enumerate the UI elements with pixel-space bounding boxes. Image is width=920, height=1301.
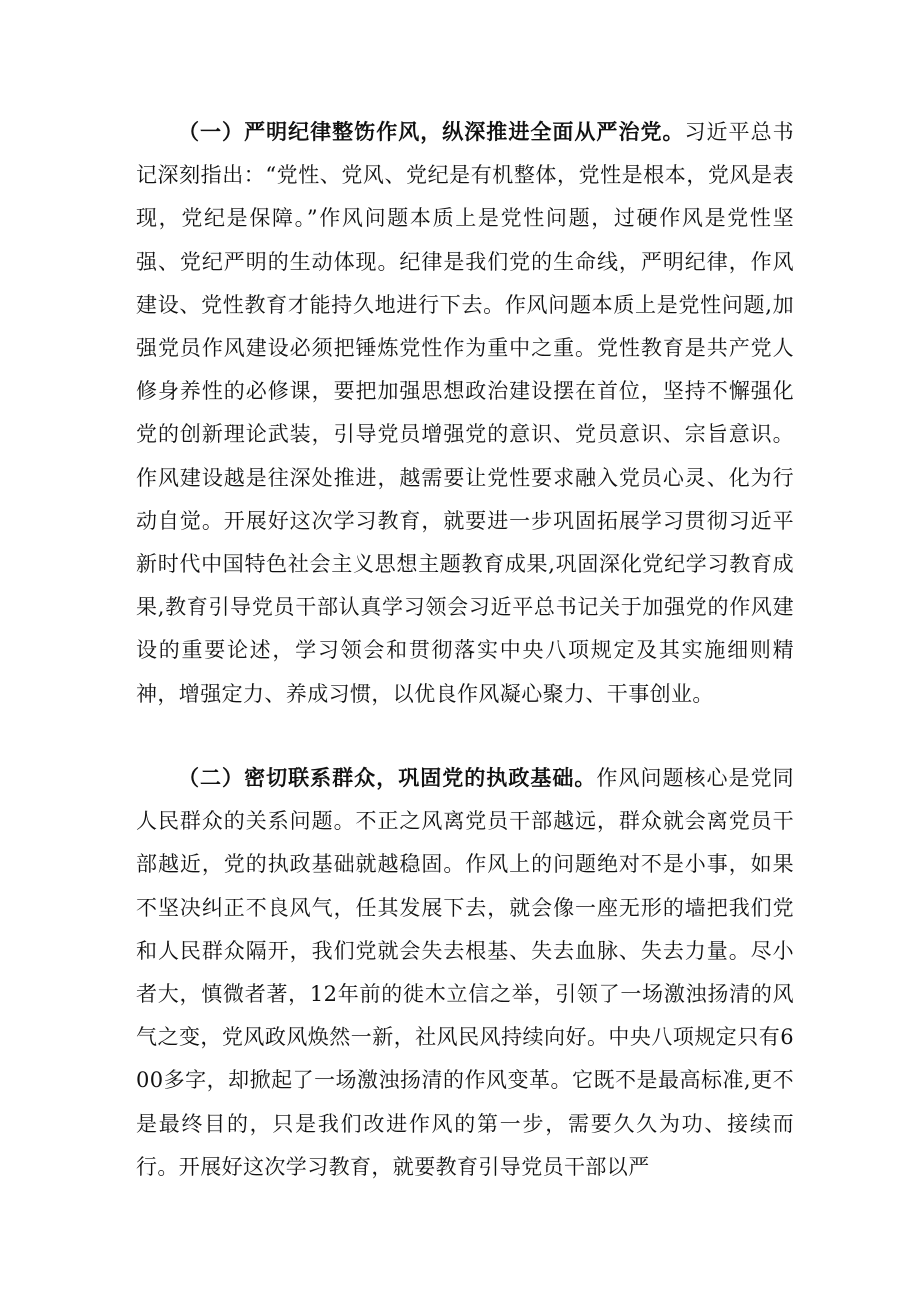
paragraph-heading: （一）严明纪律整饬作风，纵深推进全面从严治党。: [178, 119, 685, 144]
paragraph-body: 习近平总书记深刻指出：“党性、党风、党纪是有机整体，党性是根本，党风是表现，党纪是保障。”作风问题本质上是党性问题，过硬作风是党性坚强、党纪严明的生动体现。纪律是我们党的生命线，严明纪律，作风建设、党性教育才能持久地进行下去。作风问题本质上是党性问题,加强党员作风建设必须把锤炼党性作为重中之重。党性教育是共产党人修身养性的必修课，要把加强思想政治建设摆在首位，坚持不懈强化党的创新理论武装，引导党员增强党的意识、党员意识、宗旨意识。作风建设越是往深处推进，越需要让党性要求融入党员心灵、化为行动自觉。开展好这次学习教育，就要进一步巩固拓展学习贯彻习近平新时代中国特色社会主义思想主题教育成果,巩固深化党纪学习教育成果,教育引导党员干部认真学习领会习近平总书记关于加强党的作风建设的重要论述，学习领会和贯彻落实中央八项规定及其实施细则精神，增强定力、养成习惯，以优良作风凝心聚力、干事创业。: [136, 120, 795, 706]
paragraph-masses: [136, 756, 794, 1189]
paragraph-body: 作风问题核心是党同人民群众的关系问题。不正之风离党员干部越远，群众就会离党员干部越近，党的执政基础就越稳固。作风上的问题绝对不是小事，如果不坚决纠正不良风气，任其发展下去，就会像一座无形的墙把我们党和人民群众隔开，我们党就会失去根基、失去血脉、失去力量。尽小者大，慎微者著，12年前的徙木立信之举，引领了一场激浊扬清的风气之变，党风政风焕然一新，社风民风持续向好。中央八项规定只有600多字，却掀起了一场激浊扬清的作风变革。它既不是最高标准,更不是最终目的，只是我们改进作风的第一步，需要久久为功、接续而行。开展好这次学习教育，就要教育引导党员干部以严: [136, 766, 794, 1179]
paragraph-discipline: [136, 110, 794, 716]
paragraph-heading: （二）密切联系群众，巩固党的执政基础。: [178, 765, 597, 790]
